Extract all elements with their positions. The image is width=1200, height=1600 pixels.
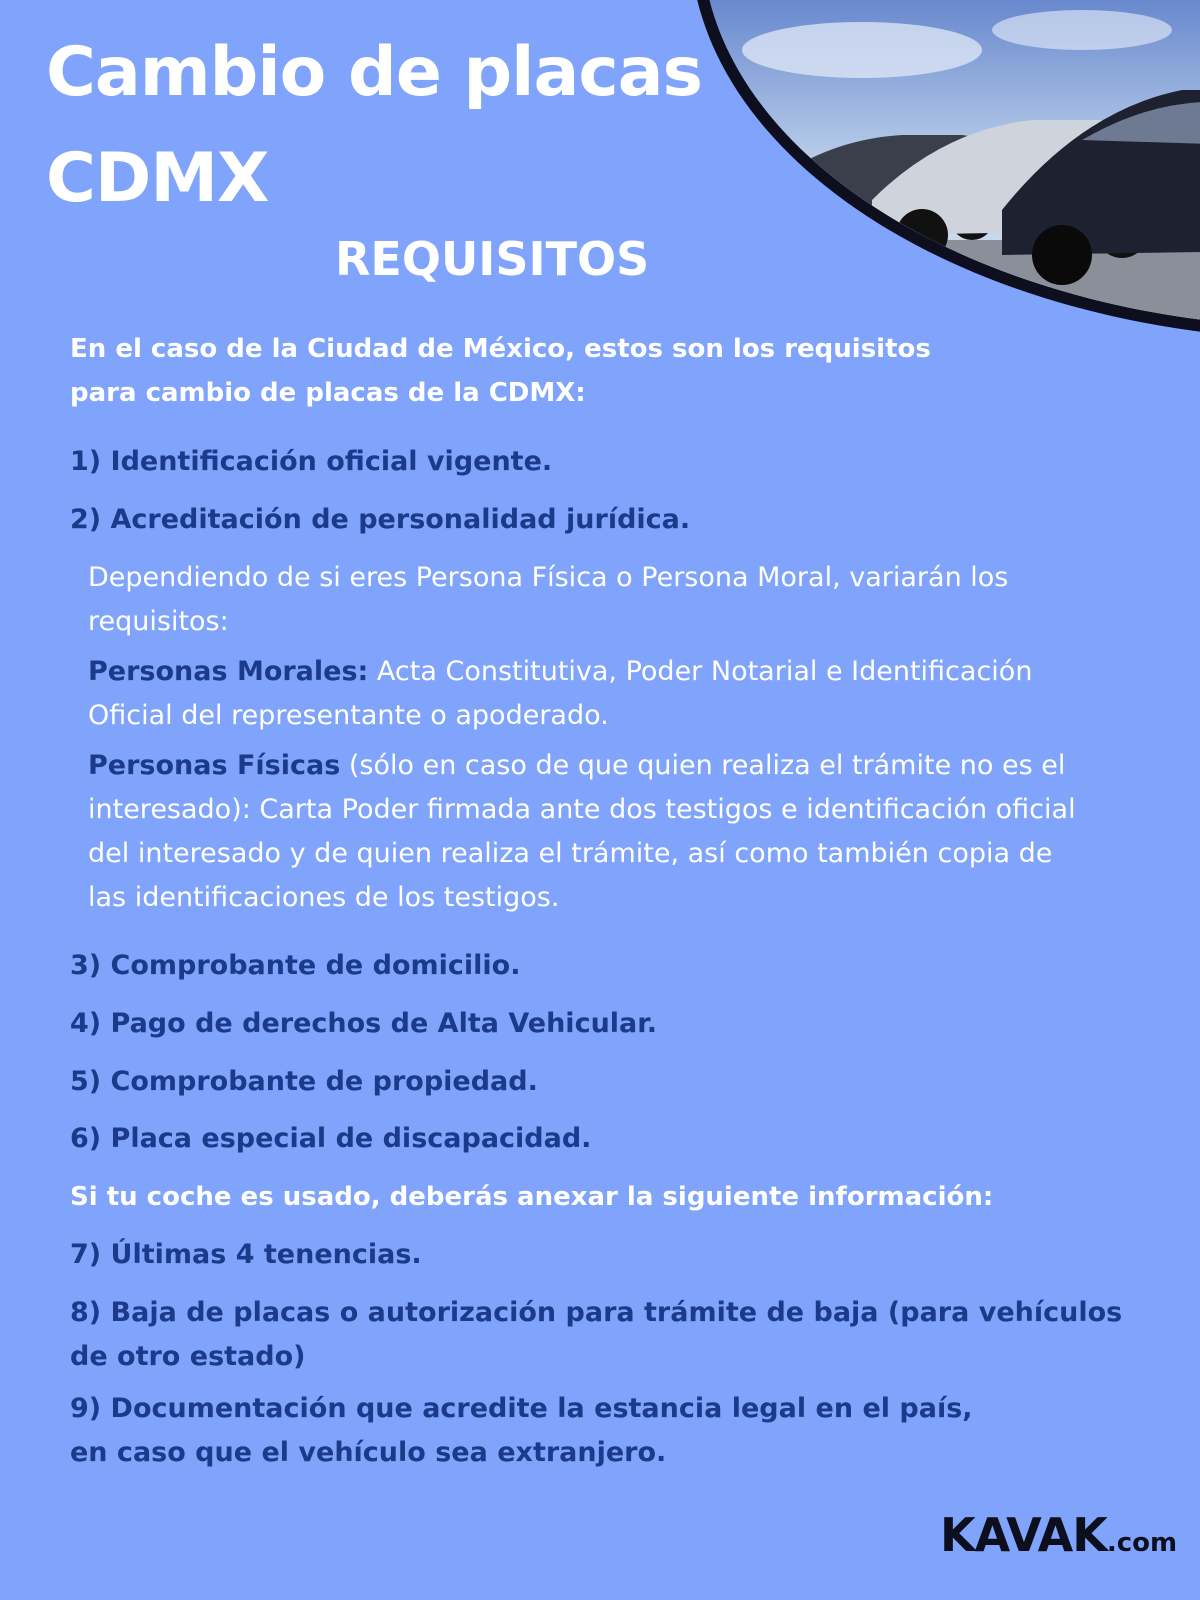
personas-morales-label: Personas Morales: — [88, 656, 369, 687]
intro-text: En el caso de la Ciudad de México, estos son los requisitos para cambio de placas de la CDMX: — [70, 334, 931, 408]
personas-fisicas-label: Personas Físicas — [88, 750, 341, 781]
page-title-line1: Cambio de placas — [46, 33, 703, 112]
logo-brand: KAVAK — [940, 1508, 1107, 1562]
used-car-note: Si tu coche es usado, deberás anexar la siguiente información: — [70, 1182, 994, 1212]
personas-morales-text: Acta Constitutiva, Poder Notarial e Identificación Oficial del representante o apoderado. — [88, 656, 1033, 731]
kavak-logo — [940, 1508, 1177, 1562]
section-subtitle: REQUISITOS — [335, 232, 650, 286]
requirement-item: 3) Comprobante de domicilio. — [70, 950, 521, 981]
personas-fisicas-text: (sólo en caso de que quien realiza el trámite no es el interesado): Carta Poder firmada ante dos testigos e identificación oficial del interesado y de quien realiza el trámite, así como también copia de las identificaciones de los testigos. — [88, 750, 1076, 913]
details-intro: Dependiendo de si eres Persona Física o Persona Moral, variarán los requisitos: — [88, 562, 1009, 637]
requirement-item: 2) Acreditación de personalidad jurídica. — [70, 504, 691, 535]
requirement-item: 5) Comprobante de propiedad. — [70, 1066, 538, 1097]
logo-suffix: .com — [1106, 1528, 1178, 1558]
header-car-photo — [690, 0, 1200, 340]
requirement-item: 6) Placa especial de discapacidad. — [70, 1123, 592, 1154]
requirement-item: 7) Últimas 4 tenencias. — [70, 1239, 422, 1270]
page-title — [46, 20, 702, 232]
requirement-item: 9) Documentación que acredite la estancia legal en el país, en caso que el vehículo sea extranjero. — [70, 1393, 973, 1468]
requirement-item: 1) Identificación oficial vigente. — [70, 446, 553, 477]
page-title-line2: CDMX — [46, 139, 269, 218]
details-personas-morales — [88, 650, 1078, 738]
details-personas-fisicas — [88, 744, 1078, 920]
cars-image — [702, 0, 1200, 340]
requirement-item: 4) Pago de derechos de Alta Vehicular. — [70, 1008, 657, 1039]
requirement-item: 8) Baja de placas o autorización para trámite de baja (para vehículos de otro estado) — [70, 1297, 1123, 1372]
